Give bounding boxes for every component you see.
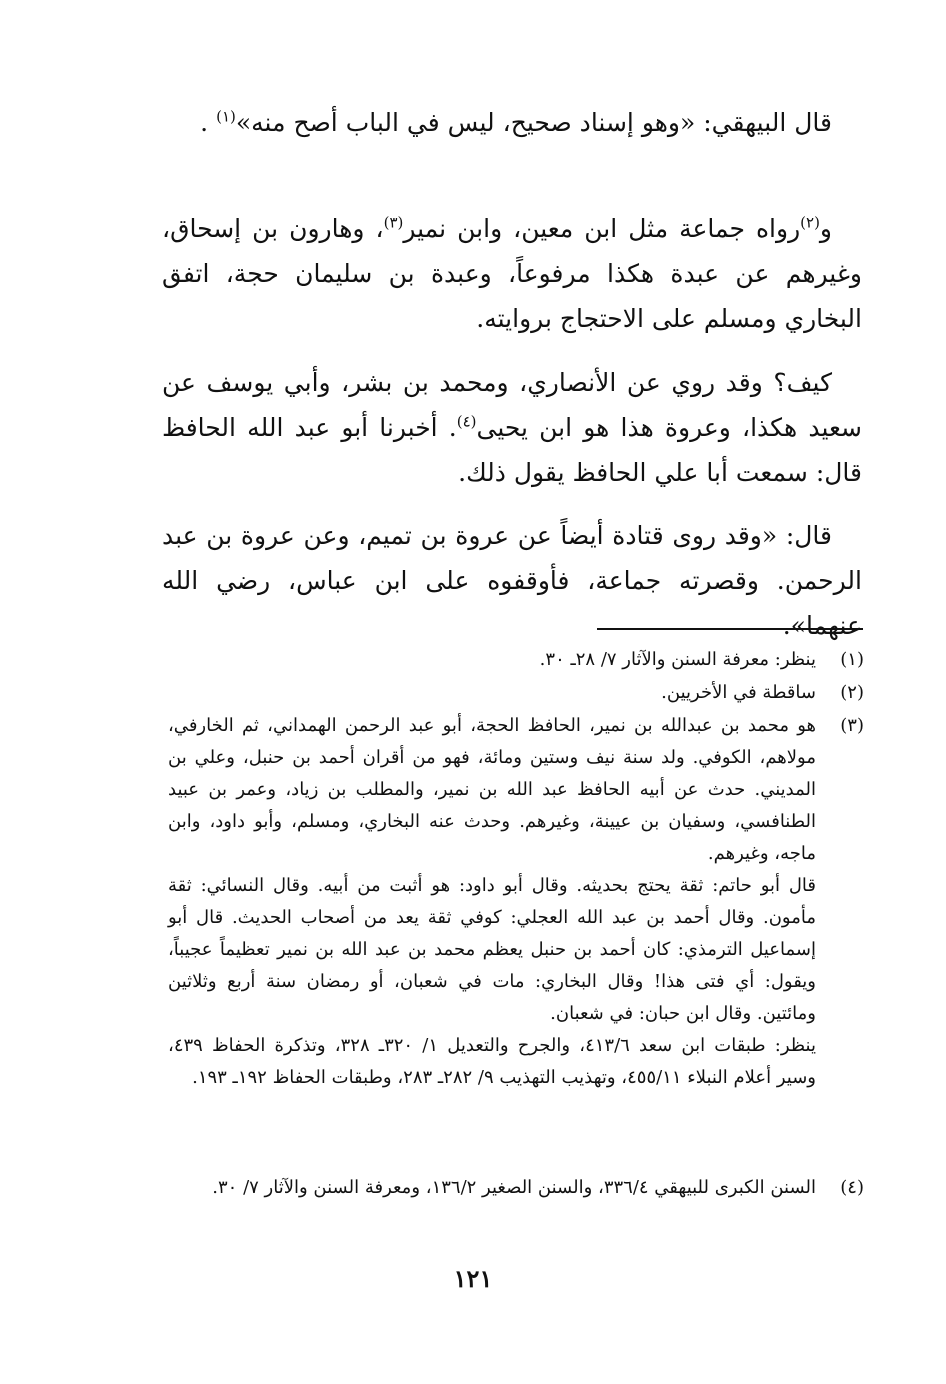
paragraph-2 — [162, 206, 862, 341]
footnote-1-text: ينظر: معرفة السنن والآثار ٧/ ٢٨ـ ٣٠. — [539, 649, 816, 670]
footnote-3-number: (٣) — [840, 715, 864, 736]
footnote-marker-2[interactable]: (٢) — [800, 213, 820, 232]
paragraph-1-text: قال البيهقي: «وهو إسناد صحيح، ليس في الباب أصح منه» — [235, 108, 832, 137]
footnote-3-bio: هو محمد بن عبدالله بن نمير، الحافظ الحجة، أبو عبد الرحمن الهمداني، ثم الخارفي، مولاهم، الكوفي. ولد سنة نيف وستين ومائة، فهو من أقران أحمد بن حنبل، وعلي بن المديني. حدث عن أبيه الحافظ عبد الله بن نمير، والمطلب بن زياد، وعمر بن عبيد الطنافسي، وسفيان بن عيينة، وغيرهم. وحدث عنه البخاري، ومسلم، وأبو داود، وابن ماجه، وغيرهم. — [168, 715, 816, 864]
footnote-marker-3[interactable]: (٣) — [383, 213, 404, 232]
footnote-3-references: ينظر: طبقات ابن سعد ٤١٣/٦، والجرح والتعديل ١/ ٣٢٠ـ ٣٢٨، وتذكرة الحفاظ ٤٣٩، وسير أعلام النبلاء ٤٥٥/١١، وتهذيب التهذيب ٩/ ٢٨٢ـ ٢٨٣، وطبقات الحفاظ ١٩٢ـ ١٩٣. — [168, 1035, 816, 1088]
paragraph-2-text-a: رواه جماعة مثل ابن معين، وابن نمير — [403, 214, 801, 243]
paragraph-3-text-b: . أخبرنا أبو عبد الله الحافظ قال: سمعت أبا علي الحافظ يقول ذلك. — [162, 413, 862, 487]
footnote-3-body — [168, 710, 816, 1094]
footnote-2 — [168, 677, 862, 709]
footnote-4 — [168, 1172, 862, 1204]
paragraph-4-text: قال: «وقد روى قتادة أيضاً عن عروة بن تميم، وعن عروة بن عبد الرحمن. وقصرته جماعة، فأوقفوه على ابن عباس، رضي الله عنهما». — [162, 521, 862, 640]
paragraph-1-end: . — [200, 108, 209, 137]
paragraph-3-text-a: كيف؟ وقد روي عن الأنصاري، ومحمد بن بشر، وأبي يوسف عن سعيد هكذا، وعروة هذا هو ابن يحيى — [162, 368, 862, 442]
paragraph-2-prefix: و — [819, 214, 832, 243]
paragraph-3 — [162, 360, 862, 495]
footnote-4-text: السنن الكبرى للبيهقي ٣٣٦/٤، والسنن الصغير ١٣٦/٢، ومعرفة السنن والآثار ٧/ ٣٠. — [212, 1177, 816, 1198]
page-number: ١٢١ — [453, 1264, 493, 1293]
footnote-marker-4[interactable]: (٤) — [456, 412, 477, 431]
paragraph-1 — [162, 100, 862, 145]
footnote-2-number: (٢) — [840, 682, 864, 703]
footnote-1-number: (١) — [840, 649, 864, 670]
footnote-1 — [168, 644, 862, 676]
footnote-marker-1[interactable]: (١) — [216, 107, 236, 126]
footnote-separator — [597, 628, 863, 630]
footnote-4-number: (٤) — [840, 1177, 864, 1198]
footnote-2-text: ساقطة في الأخريين. — [661, 682, 816, 703]
footnote-3-grading: قال أبو حاتم: ثقة يحتج بحديثه. وقال أبو داود: هو أثبت من أبيه. وقال النسائي: ثقة مأمون. وقال أحمد بن عبد الله العجلي: كوفي ثقة يعد من أصحاب الحديث. قال أبو إسماعيل الترمذي: كان أحمد بن حنبل يعظم محمد بن عبد الله بن نمير تعظيماً عجيباً، ويقول: أي فتى هذا! وقال البخاري: مات في شعبان، أو رمضان سنة أربع وثلاثين ومائتين. وقال ابن حبان: في شعبان. — [168, 875, 816, 1024]
footnote-3 — [168, 710, 862, 1094]
paragraph-2-text-b: ، وهارون بن إسحاق، وغيرهم عن عبدة هكذا مرفوعاً، وعبدة بن سليمان حجة، اتفق البخاري ومسلم على الاحتجاج بروايته. — [162, 214, 862, 333]
